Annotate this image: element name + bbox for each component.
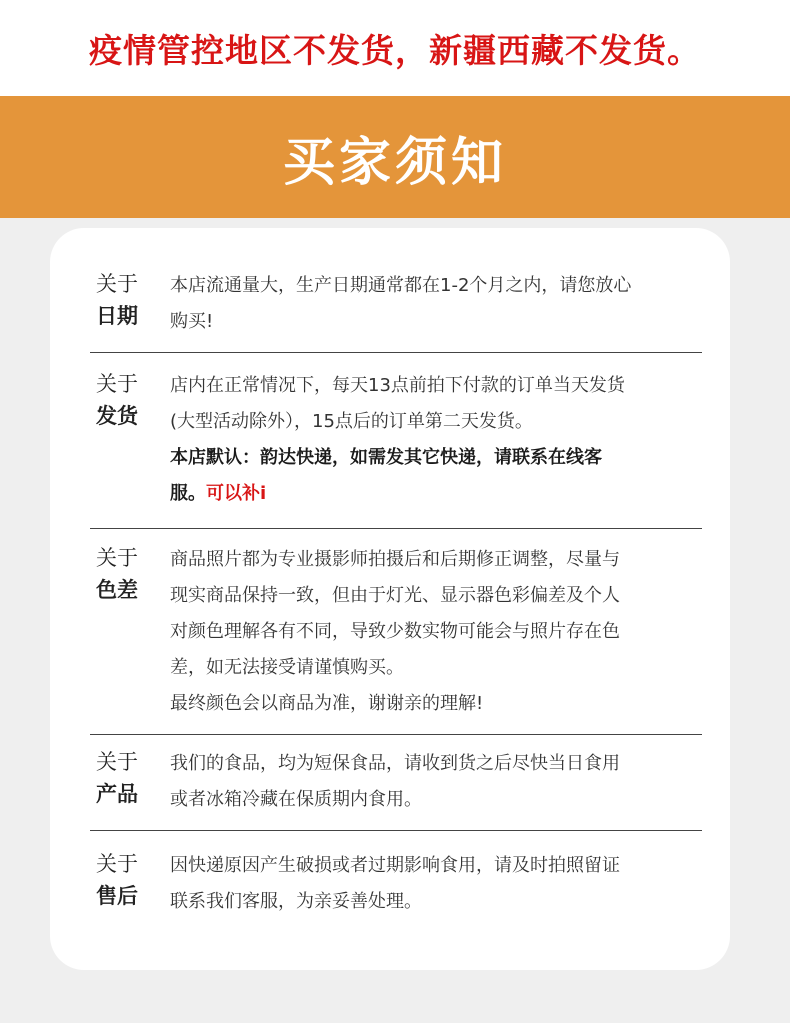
body-line: 本店流通量大，生产日期通常都在1-2个月之内，请您放心: [170, 275, 632, 296]
banner: [0, 96, 790, 218]
bold-prefix: 服。: [170, 483, 206, 504]
section-label: [96, 848, 156, 912]
divider: [90, 528, 702, 529]
red-highlight-text: 可以补i: [206, 483, 267, 504]
banner-title: 买家须知: [282, 132, 507, 193]
section-label-top: 关于: [96, 546, 138, 570]
section-label: [96, 542, 156, 606]
body-line: 我们的食品，均为短保食品，请收到货之后尽快当日食用: [170, 753, 620, 774]
divider: [90, 734, 702, 735]
top-notice-text: 疫情管控地区不发货，新疆西藏不发货。: [89, 30, 701, 70]
body-line: 因快递原因产生破损或者过期影响食用，请及时拍照留证: [170, 855, 620, 876]
section-body: [170, 368, 700, 512]
section-label-bottom: 日期: [96, 304, 138, 328]
section-body: [170, 848, 700, 920]
body-line: 最终颜色会以商品为准，谢谢亲的理解!: [170, 693, 484, 714]
divider: [90, 830, 702, 831]
section-label-top: 关于: [96, 372, 138, 396]
section-label-bottom: 产品: [96, 782, 138, 806]
section-label: [96, 746, 156, 810]
section-body: [170, 746, 700, 818]
section-label: [96, 268, 156, 332]
body-line: 对颜色理解各有不同，导致少数实物可能会与照片存在色: [170, 621, 620, 642]
body-line: 现实商品保持一致，但由于灯光、显示器色彩偏差及个人: [170, 585, 620, 606]
section-label-bottom: 色差: [96, 578, 138, 602]
section-body: [170, 268, 700, 340]
notice-card: [50, 228, 730, 970]
divider: [90, 352, 702, 353]
section-label-bottom: 售后: [96, 884, 138, 908]
section-label-top: 关于: [96, 272, 138, 296]
body-line-bold-last: [170, 476, 700, 512]
body-line: 差，如无法接受请谨慎购买。: [170, 657, 404, 678]
section-body: [170, 542, 700, 722]
section-label: [96, 368, 156, 432]
body-line: 商品照片都为专业摄影师拍摄后和后期修正调整，尽量与: [170, 549, 620, 570]
body-line: 联系我们客服，为亲妥善处理。: [170, 891, 422, 912]
section-label-bottom: 发货: [96, 404, 138, 428]
section-label-top: 关于: [96, 852, 138, 876]
body-line: 店内在正常情况下，每天13点前拍下付款的订单当天发货: [170, 375, 625, 396]
body-line: (大型活动除外），15点后的订单第二天发货。: [170, 411, 533, 432]
body-line: 或者冰箱冷藏在保质期内食用。: [170, 789, 422, 810]
body-line: 购买!: [170, 311, 214, 332]
section-label-top: 关于: [96, 750, 138, 774]
top-notice-bar: [0, 0, 790, 96]
body-line-bold: 本店默认：韵达快递，如需发其它快递，请联系在线客: [170, 447, 602, 468]
